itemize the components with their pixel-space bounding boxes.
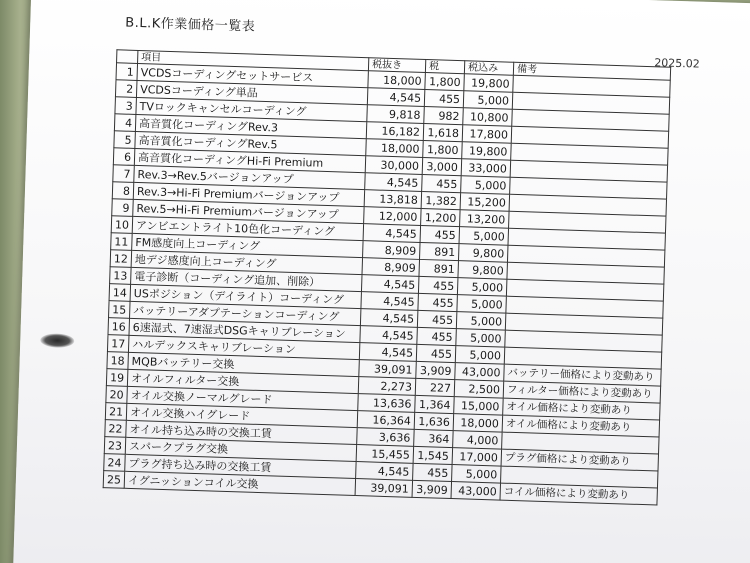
row-item: FM感度向上コーディング <box>132 233 363 257</box>
row-inc-tax: 5,000 <box>463 91 513 110</box>
row-item: Rev.3→Rev.5バージョンアップ <box>134 165 365 189</box>
row-ex-tax: 4,545 <box>360 326 418 345</box>
row-item: VCDSコーディング単品 <box>136 80 367 104</box>
row-ex-tax: 13,818 <box>364 190 422 209</box>
row-item: TVロックキャンセルコーディング <box>136 97 367 121</box>
header-item: 項目 <box>138 50 369 70</box>
row-number: 16 <box>108 318 130 336</box>
row-number: 22 <box>105 420 127 438</box>
row-ex-tax: 8,909 <box>363 241 421 260</box>
row-note: オイル価格により変動あり <box>502 415 659 437</box>
row-number: 24 <box>104 454 126 472</box>
row-number: 19 <box>106 369 128 387</box>
row-ex-tax: 4,545 <box>361 275 419 294</box>
row-number: 3 <box>115 97 137 115</box>
row-number: 17 <box>107 335 129 353</box>
binder-hole <box>40 333 74 348</box>
row-tax: 455 <box>418 276 458 294</box>
row-inc-tax: 43,000 <box>455 363 505 382</box>
row-number: 2 <box>115 80 137 98</box>
row-inc-tax: 15,000 <box>454 397 504 416</box>
document-title: B.L.K作業価格一覧表 <box>125 15 256 35</box>
row-ex-tax: 2,273 <box>358 377 416 396</box>
row-ex-tax: 18,000 <box>368 71 426 90</box>
row-tax: 1,800 <box>425 73 465 91</box>
row-note: フィルター価格により変動あり <box>503 381 660 403</box>
row-note: コイル価格により変動あり <box>500 483 657 505</box>
table-body <box>103 63 670 505</box>
row-item: MQBバッテリー交換 <box>128 352 359 376</box>
row-ex-tax: 13,636 <box>358 394 416 413</box>
row-item: スパークプラグ交換 <box>125 437 356 461</box>
row-note: バッテリー価格により変動あり <box>504 364 661 386</box>
row-tax: 227 <box>415 378 455 396</box>
price-table <box>103 49 672 505</box>
row-tax: 1,618 <box>423 123 463 141</box>
row-ex-tax: 4,545 <box>361 292 419 311</box>
row-number: 20 <box>106 386 128 404</box>
row-number: 18 <box>107 352 129 370</box>
row-inc-tax: 5,000 <box>457 278 507 297</box>
row-ex-tax: 9,818 <box>367 105 425 124</box>
row-ex-tax: 4,545 <box>359 343 417 362</box>
row-tax: 891 <box>420 242 460 260</box>
row-tax: 455 <box>418 293 458 311</box>
row-item: イグニッションコイル交換 <box>124 471 355 495</box>
row-inc-tax: 9,800 <box>458 244 508 263</box>
row-item: ハルデックスキャリブレーション <box>128 335 359 359</box>
row-number: 15 <box>109 301 131 319</box>
row-item: 高音質化コーディングRev.3 <box>135 114 366 138</box>
row-inc-tax: 5,000 <box>456 312 506 331</box>
row-tax: 455 <box>420 225 460 243</box>
row-inc-tax: 17,800 <box>462 125 512 144</box>
row-number: 6 <box>113 148 135 166</box>
row-inc-tax: 19,800 <box>464 74 514 93</box>
row-item: 高音質化コーディングHi-Fi Premium <box>134 148 365 172</box>
row-tax: 455 <box>417 310 457 328</box>
row-ex-tax: 4,545 <box>367 88 425 107</box>
row-inc-tax: 13,200 <box>460 210 510 229</box>
row-item: USポジション（デイライト）コーディング <box>130 284 361 308</box>
row-inc-tax: 5,000 <box>456 329 506 348</box>
row-tax: 891 <box>419 259 459 277</box>
row-tax: 455 <box>416 344 456 362</box>
row-number: 12 <box>110 250 132 268</box>
row-inc-tax: 5,000 <box>459 227 509 246</box>
row-number: 21 <box>105 403 127 421</box>
row-ex-tax: 39,091 <box>355 479 413 498</box>
row-tax: 1,382 <box>421 191 461 209</box>
row-ex-tax: 4,545 <box>365 173 423 192</box>
row-tax: 3,909 <box>412 480 452 498</box>
row-note: プラグ価格により変動あり <box>501 449 658 471</box>
row-item: オイルフィルター交換 <box>127 369 358 393</box>
row-inc-tax: 2,500 <box>454 380 504 399</box>
row-number: 1 <box>116 63 138 81</box>
header-no <box>117 50 138 64</box>
row-item: Rev.3→Hi-Fi Premiumバージョンアップ <box>133 182 364 206</box>
row-inc-tax: 5,000 <box>455 346 505 365</box>
row-inc-tax: 33,000 <box>461 159 511 178</box>
row-item: 電子診断（コーディング追加、削除） <box>131 267 362 291</box>
row-item: バッテリーアダプテーションコーディング <box>130 301 361 325</box>
row-item: VCDSコーディングセットサービス <box>137 63 368 87</box>
row-inc-tax: 15,200 <box>460 193 510 212</box>
row-number: 10 <box>111 216 133 234</box>
row-tax: 364 <box>414 429 454 447</box>
row-ex-tax: 4,545 <box>360 309 418 328</box>
row-tax: 1,364 <box>415 395 455 413</box>
row-tax: 455 <box>417 327 457 345</box>
row-tax: 455 <box>422 174 462 192</box>
row-inc-tax: 19,800 <box>462 142 512 161</box>
row-number: 11 <box>111 233 133 251</box>
row-ex-tax: 30,000 <box>365 156 423 175</box>
row-ex-tax: 18,000 <box>366 139 424 158</box>
row-item: 6速湿式、7速湿式DSGキャリブレーション <box>129 318 360 342</box>
row-ex-tax: 16,182 <box>366 122 424 141</box>
row-number: 5 <box>114 131 136 149</box>
row-item: 高音質化コーディングRev.5 <box>135 131 366 155</box>
price-list-sheet <box>13 0 750 563</box>
row-number: 7 <box>113 165 135 183</box>
row-number: 14 <box>109 284 131 302</box>
row-inc-tax: 18,000 <box>453 414 503 433</box>
row-ex-tax: 16,364 <box>357 411 415 430</box>
row-inc-tax: 4,000 <box>453 431 503 450</box>
row-item: Rev.5→Hi-Fi Premiumバージョンアップ <box>133 199 364 223</box>
row-tax: 455 <box>424 90 464 108</box>
row-ex-tax: 4,545 <box>363 224 421 243</box>
row-inc-tax: 9,800 <box>458 261 508 280</box>
row-tax: 1,200 <box>421 208 461 226</box>
row-number: 4 <box>114 114 136 132</box>
row-ex-tax: 3,636 <box>357 428 415 447</box>
row-number: 13 <box>110 267 132 285</box>
row-ex-tax: 8,909 <box>362 258 420 277</box>
row-inc-tax: 5,000 <box>452 465 502 484</box>
row-ex-tax: 15,455 <box>356 445 414 464</box>
row-item: オイル持ち込み時の交換工賃 <box>126 420 357 444</box>
row-item: アンビエントライト10色化コーディング <box>132 216 363 240</box>
row-item: 地デジ感度向上コーディング <box>131 250 362 274</box>
row-item: プラグ持ち込み時の交換工賃 <box>125 454 356 478</box>
row-ex-tax: 12,000 <box>364 207 422 226</box>
row-tax: 455 <box>413 463 453 481</box>
row-inc-tax: 17,000 <box>452 448 502 467</box>
header-inc-tax: 税込み <box>464 61 513 76</box>
row-tax: 1,800 <box>423 140 463 158</box>
row-tax: 1,636 <box>414 412 454 430</box>
row-tax: 3,000 <box>422 157 462 175</box>
row-number: 8 <box>112 182 134 200</box>
row-number: 9 <box>112 199 134 217</box>
row-inc-tax: 43,000 <box>451 482 501 501</box>
row-note: オイル価格により変動あり <box>503 398 660 420</box>
header-note: 備考 <box>513 62 670 80</box>
row-tax: 982 <box>424 106 464 124</box>
row-item: オイル交換ハイグレード <box>126 403 357 427</box>
row-tax: 1,545 <box>413 446 453 464</box>
document-date: 2025.02 <box>654 56 700 71</box>
row-item: オイル交換ノーマルグレード <box>127 386 358 410</box>
row-ex-tax: 39,091 <box>359 360 417 379</box>
row-inc-tax: 5,000 <box>461 176 511 195</box>
header-ex-tax: 税抜き <box>368 58 425 73</box>
row-tax: 3,909 <box>416 361 456 379</box>
row-ex-tax: 4,545 <box>356 462 414 481</box>
row-inc-tax: 5,000 <box>457 295 507 314</box>
row-inc-tax: 10,800 <box>463 108 513 127</box>
row-number: 23 <box>104 437 126 455</box>
row-number: 25 <box>103 471 125 489</box>
header-tax: 税 <box>425 60 464 74</box>
